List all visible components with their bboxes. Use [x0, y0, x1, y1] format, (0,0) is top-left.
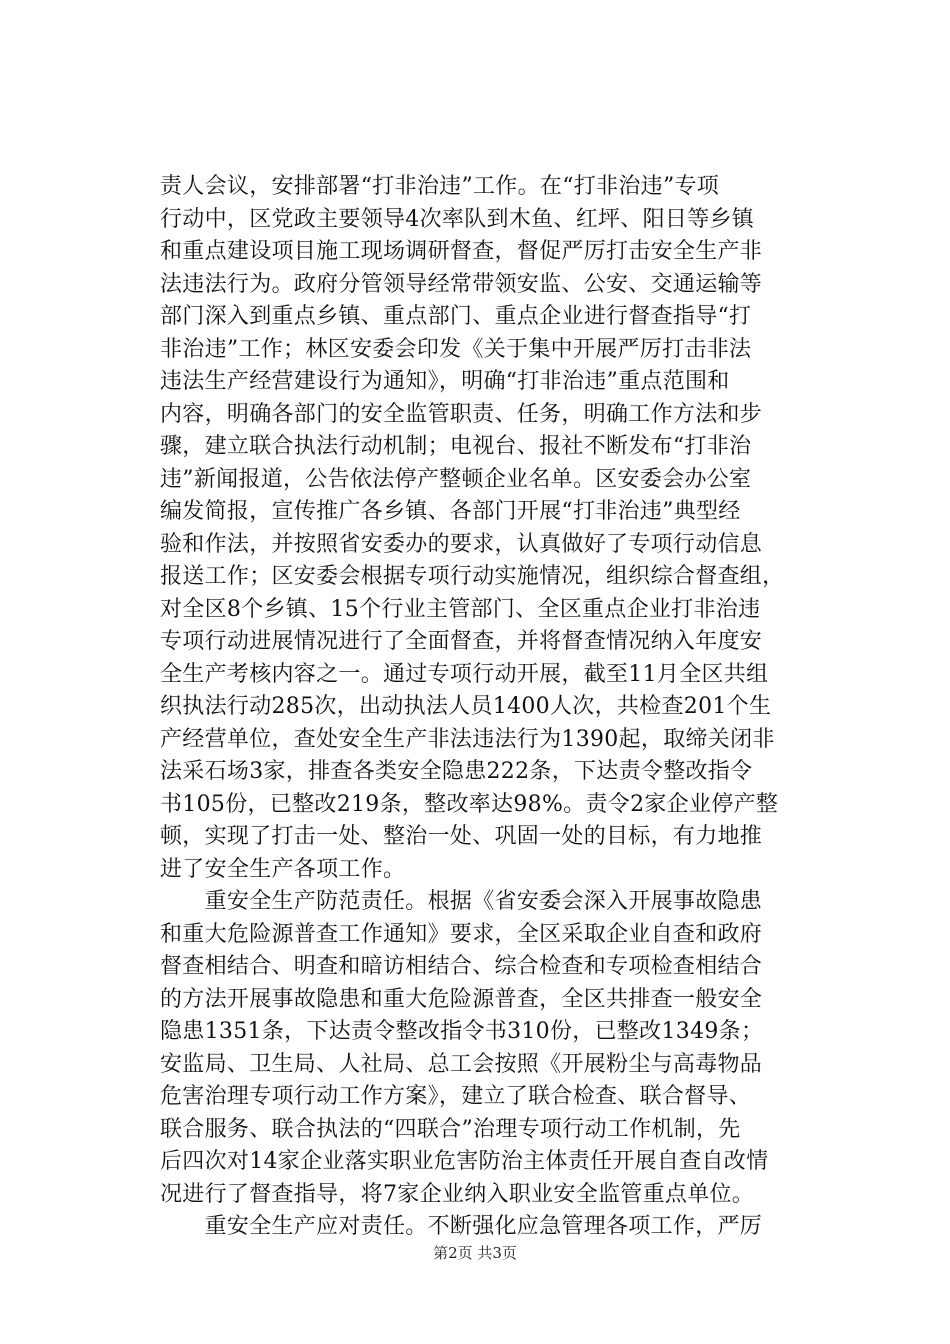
text-line: 报送工作；区安委会根据专项行动实施情况，组织综合督查组， — [160, 564, 785, 589]
text-line: 后四次对14家企业落实职业危害防治主体责任开展自查自改情 — [160, 1149, 769, 1174]
text-line: 和重点建设项目施工现场调研督查，督促严厉打击安全生产非 — [160, 239, 763, 264]
text-line: 法采石场3家，排查各类安全隐患222条，下达责令整改指令 — [160, 759, 753, 784]
text-line: 隐患1351条，下达责令整改指令书310份，已整改1349条； — [160, 1019, 764, 1044]
text-line: 专项行动进展情况进行了全面督查，并将督查情况纳入年度安 — [160, 629, 763, 654]
text-line: 违法生产经营建设行为通知》，明确“打非治违”重点范围和 — [160, 369, 730, 394]
text-line: 全生产考核内容之一。通过专项行动开展，截至11月全区共组 — [160, 661, 769, 687]
text-line: 法违法行为。政府分管领导经常带领安监、公安、交通运输等 — [160, 271, 763, 297]
text-line: 骤，建立联合执法行动机制；电视台、报社不断发布“打非治 — [160, 434, 752, 459]
text-line: 危害治理专项行动工作方案》，建立了联合检查、联合督导、 — [160, 1084, 752, 1109]
text-line: 验和作法，并按照省安委办的要求，认真做好了专项行动信息 — [160, 531, 763, 557]
text-line: 部门深入到重点乡镇、重点部门、重点企业进行督查指导“打 — [160, 304, 752, 329]
body-text — [160, 171, 830, 1244]
page-number-footer: 第2页 共3页 — [433, 1244, 517, 1262]
text-line: 和重大危险源普查工作通知》要求，全区采取企业自查和政府 — [160, 921, 763, 947]
text-line: 进了安全生产各项工作。 — [160, 856, 406, 882]
text-line: 违”新闻报道，公告依法停产整顿企业名单。区安委会办公室 — [160, 466, 752, 492]
paragraph-start-line: 重安全生产防范责任。根据《省安委会深入开展事故隐患 — [160, 889, 763, 914]
text-line: 编发简报，宣传推广各乡镇、各部门开展“打非治违”典型经 — [160, 499, 741, 524]
text-line: 非治违”工作；林区安委会印发《关于集中开展严厉打击非法 — [160, 336, 752, 362]
text-line: 书105份，已整改219条，整改率达98%。责令2家企业停产整 — [160, 791, 779, 817]
text-line: 产经营单位，查处安全生产非法违法行为1390起，取缔关闭非 — [160, 726, 775, 752]
text-line: 责人会议，安排部署“打非治违”工作。在“打非治违”专项 — [160, 174, 720, 199]
paragraph-start-line: 重安全生产应对责任。不断强化应急管理各项工作，严厉 — [160, 1214, 763, 1239]
text-line: 对全区8个乡镇、15个行业主管部门、全区重点企业打非治违 — [160, 596, 761, 622]
text-line: 行动中，区党政主要领导4次率队到木鱼、红坪、阳日等乡镇 — [160, 206, 755, 232]
text-line: 督查相结合、明查和暗访相结合、综合检查和专项检查相结合 — [160, 954, 763, 979]
text-line: 联合服务、联合执法的“四联合”治理专项行动工作机制，先 — [160, 1116, 741, 1142]
text-line: 安监局、卫生局、人社局、总工会按照《开展粉尘与高毒物品 — [160, 1051, 763, 1077]
text-line: 织执法行动285次，出动执法人员1400人次，共检查201个生 — [160, 694, 772, 719]
text-line: 的方法开展事故隐患和重大危险源普查，全区共排查一般安全 — [160, 986, 763, 1012]
text-line: 况进行了督查指导，将7家企业纳入职业安全监管重点单位。 — [160, 1181, 755, 1207]
text-line: 内容，明确各部门的安全监管职责、任务，明确工作方法和步 — [160, 401, 763, 427]
text-line: 顿，实现了打击一处、整治一处、巩固一处的目标，有力地推 — [160, 824, 763, 849]
